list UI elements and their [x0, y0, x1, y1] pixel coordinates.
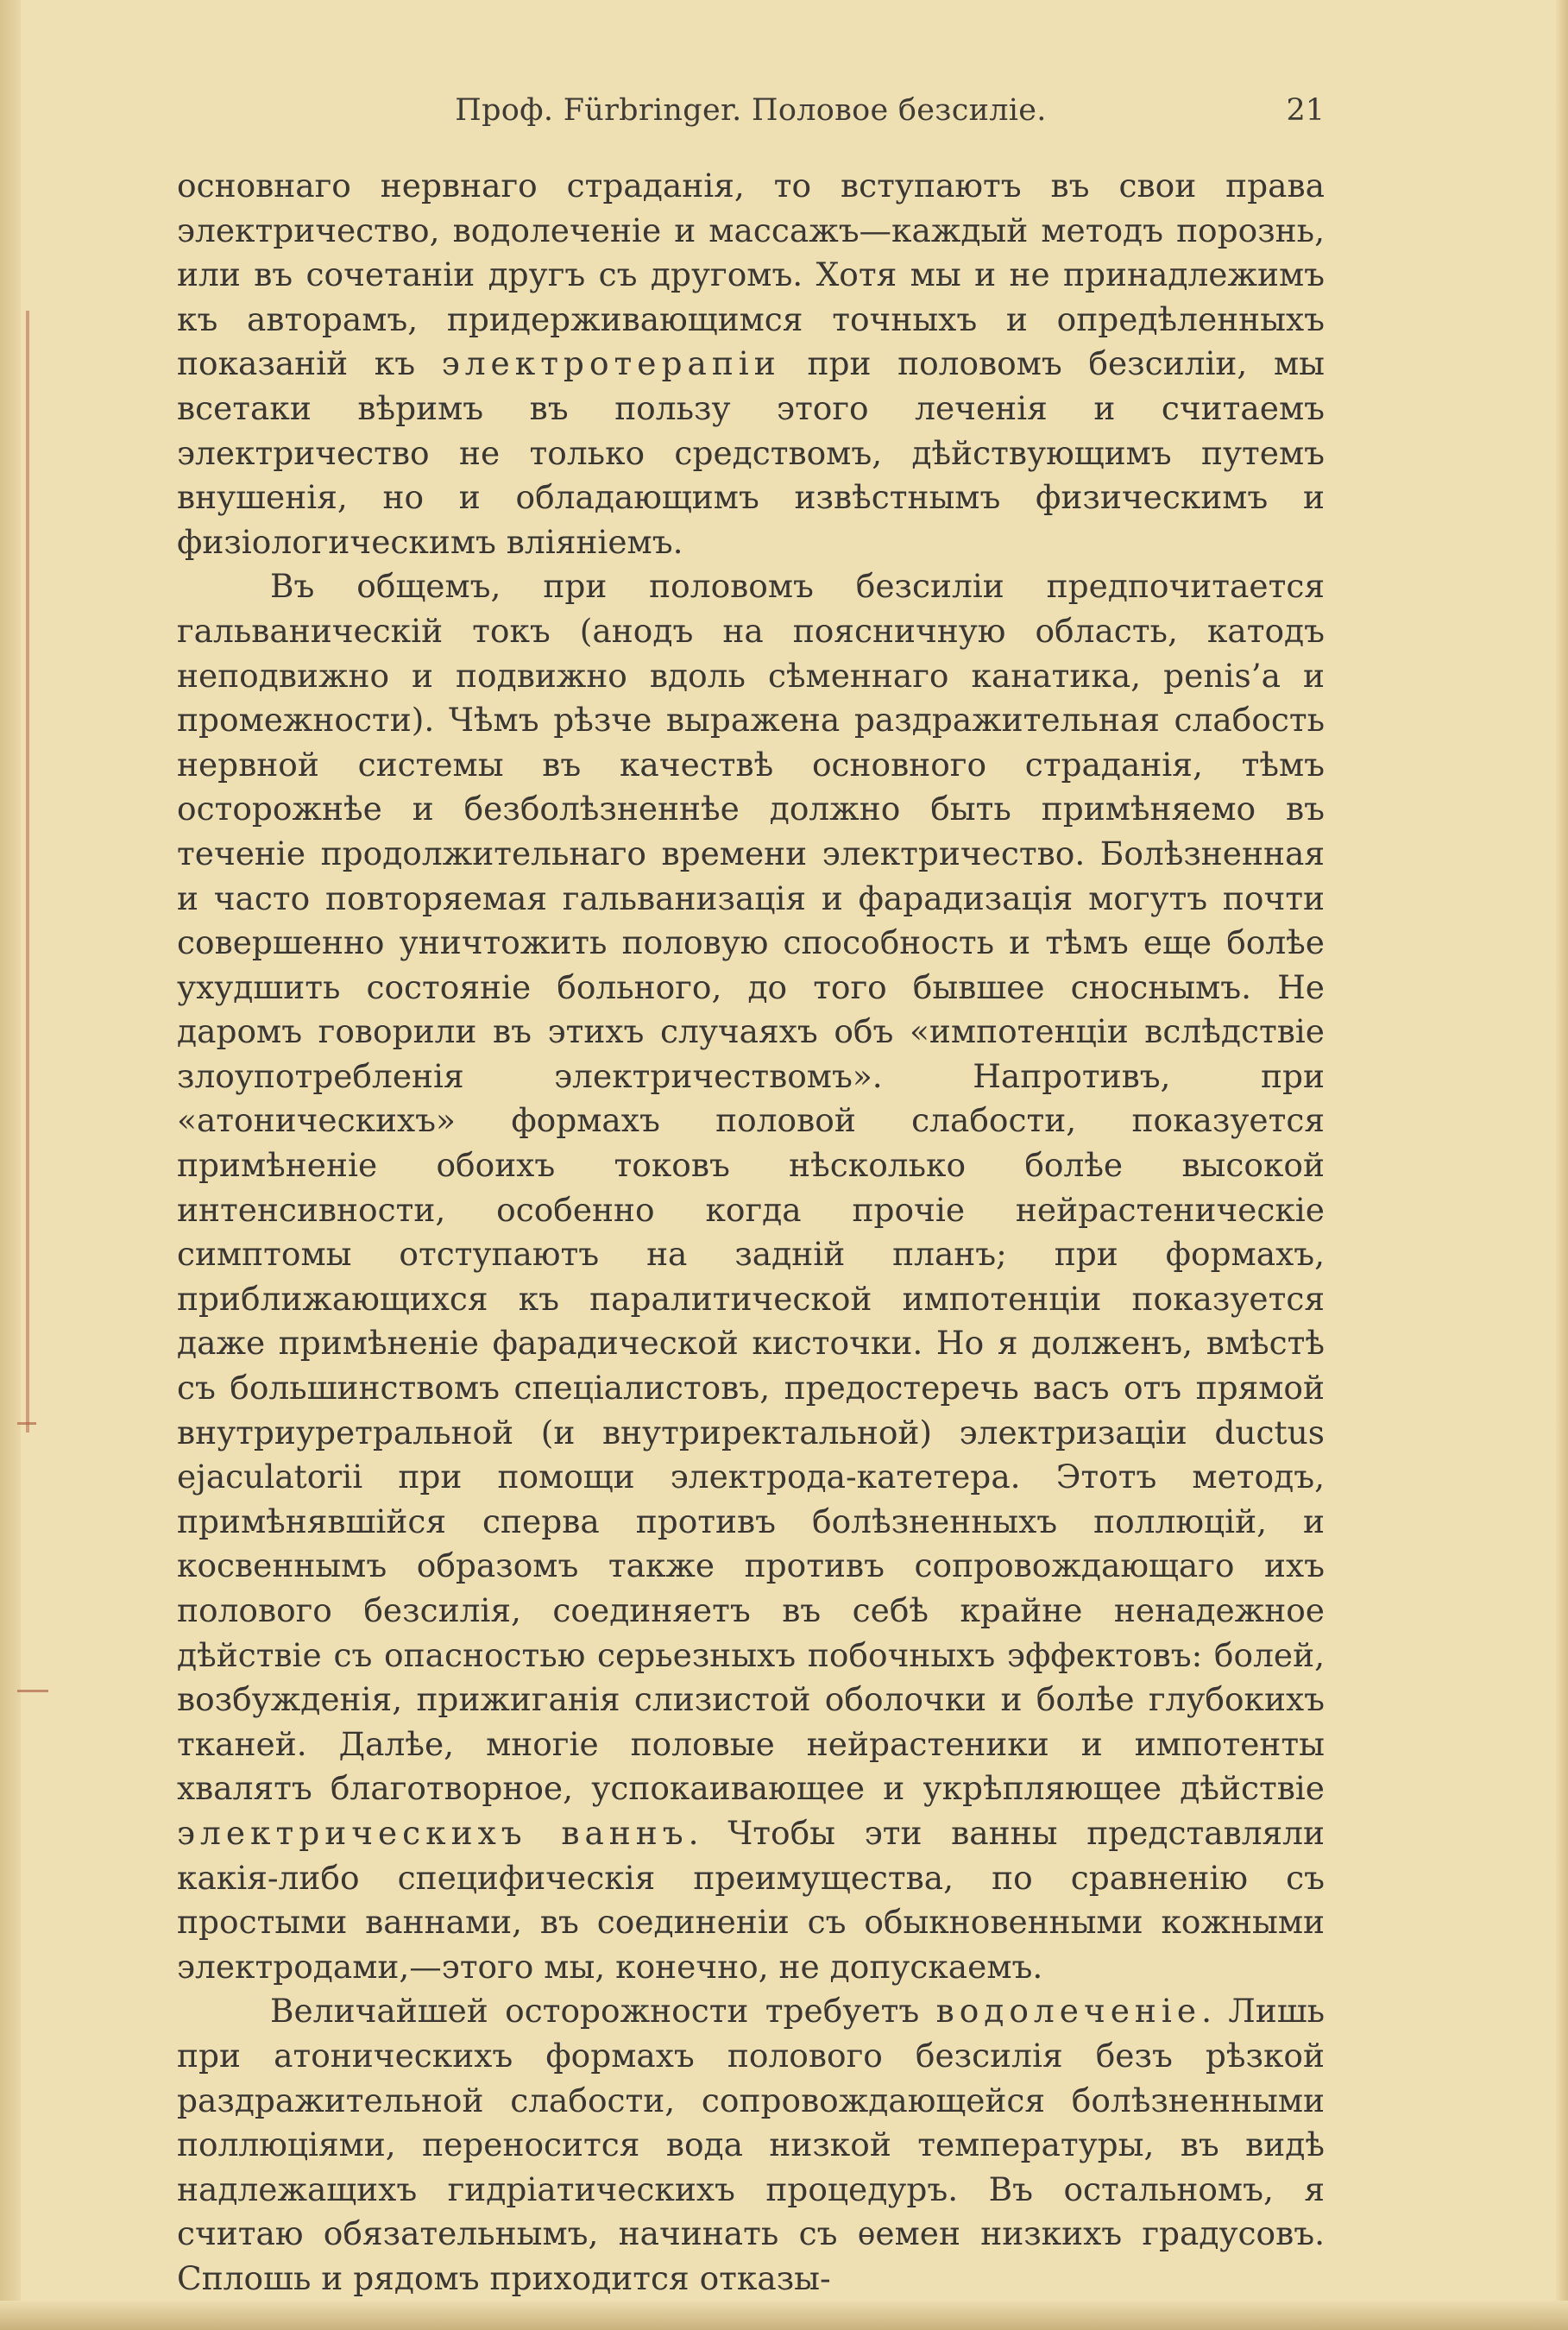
- page-edge-right: [1556, 0, 1568, 2330]
- page-edge-bottom: [0, 2301, 1568, 2330]
- text-run: . Чтобы эти ванны представляли какія-либо специфическія преимущества, по сравненію съ простыми ваннами, въ соединеніи съ обыкновенными кожными электродами,—этого мы, конечно, не допускаемъ.: [177, 1813, 1325, 1986]
- paragraph: [177, 564, 1325, 1989]
- page-edge-left: [0, 0, 21, 2330]
- spaced-term: электрическихъ ваннъ: [177, 1813, 689, 1852]
- text-run: при половомъ безсиліи, мы всетаки вѣримъ въ пользу этого леченія и считаемъ электричество не только средствомъ, дѣйствующимъ путемъ внушенія, но и обладающимъ извѣстнымъ физическимъ и физіологическимъ вліяніемъ.: [177, 344, 1325, 561]
- page-header: [177, 93, 1325, 136]
- running-title: Проф. Fürbringer. Половое безсиліе.: [455, 93, 1047, 128]
- text-run: . Лишь при атоническихъ формахъ полового безсилія безъ рѣзкой раздражительной слабости, сопровождающейся болѣзненными поллюціями, переносится вода низкой температуры, въ видѣ надлежащихъ гидріатическихъ процедуръ. Въ остальномъ, я считаю обязательнымъ, начинать съ ѳемен низкихъ градусовъ. Сплошь и рядомъ приходится отказы-: [177, 1992, 1325, 2297]
- spaced-term: электротерапіи: [441, 344, 781, 383]
- text-run: основнаго нервнаго страданія, то вступаютъ въ свои права электричество, водолеченіе и массажъ—каждый методъ порознь, или въ сочетаніи другъ съ другомъ. Хотя мы и не принадлежимъ къ авторамъ, придерживающимся точныхъ и опредѣленныхъ показаній къ: [177, 167, 1325, 383]
- text-run: Величайшей осторожности требуетъ: [270, 1992, 936, 2031]
- margin-pencil-line: [26, 311, 29, 1433]
- body-text: [177, 164, 1325, 2302]
- page-number: 21: [1286, 93, 1325, 128]
- paragraph: [177, 164, 1325, 564]
- spaced-term: водолеченіе: [935, 1992, 1202, 2031]
- margin-pencil-tick: [17, 1422, 36, 1425]
- text-run: Въ общемъ, при половомъ безсиліи предпочитается гальваническій токъ (анодъ на поясничную область, катодъ неподвижно и подвижно вдоль сѣменнаго канатика, penis’a и промежности). Чѣмъ рѣзче выражена раздражительная слабость нервной системы въ качествѣ основного страданія, тѣмъ осторожнѣе и безболѣзненнѣе должно быть примѣняемо въ теченіе продолжительнаго времени электричество. Болѣзненная и часто повторяемая гальванизація и фарадизація могутъ почти совершенно уничтожить половую способность и тѣмъ еще болѣе ухудшить состояніе больного, до того бывшее сноснымъ. Не даромъ говорили въ этихъ случаяхъ объ «импотенціи вслѣдствіе злоупотребленія электричествомъ». Напротивъ, при «атоническихъ» формахъ половой слабости, показуется примѣненіе обоихъ токовъ нѣсколько болѣе высокой интенсивности, особенно когда прочіе нейрастеническіе симптомы отступаютъ на задній планъ; при формахъ, приближающихся къ паралитической импотенціи показуется даже примѣненіе фарадической кисточки. Но я долженъ, вмѣстѣ съ большинствомъ спеціалистовъ, предостеречь васъ отъ прямой внутриуретральной (и внутриректальной) электризаціи ductus ejaculatorii при помощи электрода-катетера. Этотъ методъ, примѣнявшійся сперва противъ болѣзненныхъ поллюцій, и косвеннымъ образомъ также противъ сопровождающаго ихъ полового безсилія, соединяетъ въ себѣ крайне ненадежное дѣйствіе съ опасностью серьезныхъ побочныхъ эффектовъ: болей, возбужденія, прижиганія слизистой оболочки и болѣе глубокихъ тканей. Далѣе, многіе половые нейрастеники и импотенты хвалятъ благотворное, успокаивающее и укрѣпляющее дѣйствіе: [177, 567, 1325, 1808]
- paragraph: [177, 1989, 1325, 2301]
- margin-pencil-tick: [17, 1690, 48, 1692]
